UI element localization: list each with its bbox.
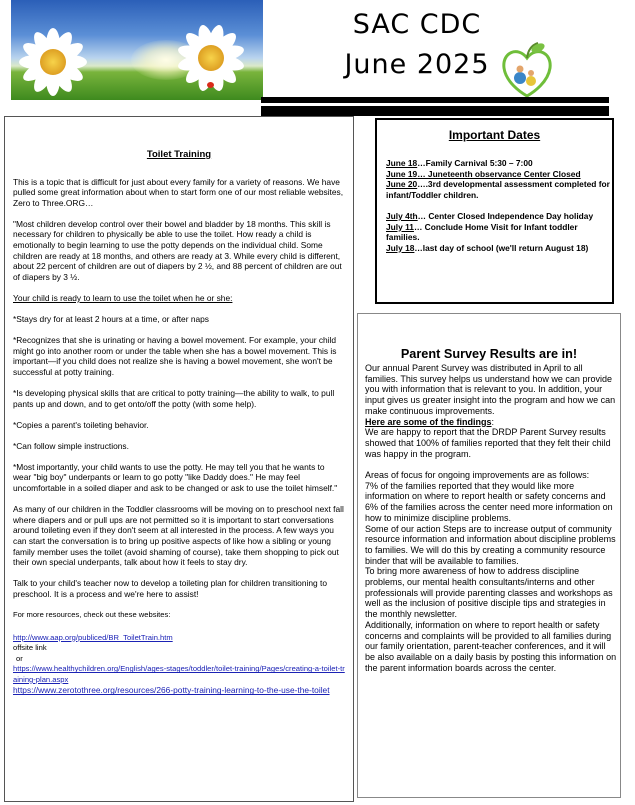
date-label: June 19 (386, 168, 418, 179)
date-text: … Center Closed Independence Day holiday (417, 211, 594, 221)
title-org: SAC CDC (352, 9, 482, 40)
date-item (386, 211, 611, 222)
date-text: …last day of school (we'll return August 18) (414, 242, 589, 253)
sign-item: *Stays dry for at least 2 hours at a time, or after naps (13, 314, 209, 325)
important-dates-list (386, 158, 611, 253)
date-text: ….3rd developmental assessment completed for infant/Toddler children. (386, 179, 610, 200)
sign-item: *Recognizes that she is urinating or having a bowel movement. For example, your child might go into another room or under the table when she has a bowel movement. This is important—if you child does not realize she is having a bowel movement, she won't be successful at potty training. (13, 335, 337, 377)
zerotothree-link[interactable]: https://www.zerotothree.org/resources/266-potty-training-learning-to-the-use-the-toilet (13, 685, 330, 696)
or-label: or (16, 653, 23, 663)
resources-label: For more resources, check out these websites: (13, 609, 171, 619)
date-item (386, 169, 611, 180)
date-item (386, 222, 611, 243)
sign-item: *Most importantly, your child wants to use the potty. He may tell you that he wants to wear "big boy" underpants or learn to go potty "like Daddy does." He may feel uncomfortable in a soiled diaper and ask to be changed or ask to use the toilet himself." (13, 461, 338, 494)
date-label: June 20 (386, 179, 418, 189)
findings-heading: Here are some of the findings: (365, 416, 495, 427)
date-text: …Family Carnival 5:30 – 7:00 (417, 158, 533, 168)
report-concerns: Additionally, information on where to report health or safety concerns and complaints will be provided to all families during our family orientation, parent-teacher conferences, and it will be also available on a daily basis by posting this information on the parent information boards across the center. (365, 619, 617, 673)
toilet-training-article (13, 150, 345, 696)
intro-paragraph: This is a topic that is difficult for just about every family for a variety of reasons. We have pulled some great information about when to start form one of our most reliable websites, Zero to Three.ORG… (13, 176, 344, 208)
offsite-label: offsite link (13, 643, 47, 653)
important-dates-title: Important Dates (448, 128, 541, 142)
survey-results: We are happy to report that the DRDP Parent Survey results showed that 100% of families reported that they felt their child was happy in the program. (365, 427, 611, 459)
healthychildren-link[interactable]: https://www.healthychildren.org/English/ages-stages/toddler/toilet-training/Pages/creating-a-toilet-training-plan.aspx (13, 664, 345, 684)
date-text: … Juneteenth observance Center Closed (417, 168, 581, 179)
date-label: June 18 (386, 158, 418, 168)
header-rule-stripe (261, 103, 609, 106)
date-label: July 4th (386, 211, 418, 221)
discipline-awareness: To bring more awareness of how to address discipline problems, our mental health consultants/interns and other professionals will provide parenting classes and workshops as well as the inclusion of positive disciple tips and strategies in the monthly newsletter. (365, 566, 613, 620)
talk-paragraph: Talk to your child's teacher now to develop a toileting plan for children transitioning to preschool. It is a process and we're here to assist! (13, 578, 327, 599)
apple-heart-logo-icon (500, 40, 554, 98)
date-label: July 11 (386, 221, 414, 232)
aap-link[interactable]: http://www.aap.org/publiced/BR_ToiletTrain.htm (13, 632, 173, 642)
date-label: July 18 (386, 242, 415, 253)
findings-heading-text: Here are some of the findings (365, 416, 492, 427)
header-photo (11, 0, 263, 100)
action-steps: Some of our action Steps are to increase output of community resource information and information about discipline problems to families. We will do this by creating a community resource binder that will be available to families. (365, 523, 616, 566)
date-item (386, 179, 611, 200)
focus-areas-intro: Areas of focus for ongoing improvements are as follows: (365, 470, 590, 481)
survey-intro: Our annual Parent Survey was distributed in April to all families. This survey helps us understand how we can provide you with information that is relevant to you. In addition, your input gives us greater insight into the program and how we can make continuous improvements. (365, 363, 616, 416)
title-date: June 2025 (344, 49, 490, 80)
header-rule (261, 97, 609, 116)
parent-survey-title: Parent Survey Results are in! (400, 347, 578, 361)
date-item (386, 243, 611, 254)
newsletter-title (318, 5, 516, 85)
ladybug-icon (207, 82, 214, 88)
quote-paragraph: "Most children develop control over their bowel and bladder by 18 months. This skill is necessary for children to physically be able to use the toilet. How ready a child is emotionally to begin learning to use the potty depends on the individual child. Some children are ready at 18 months, and others are ready at 3. While every child is different, about 22 percent of children are out of diapers by 2 ½, and 88 percent of children are out of diapers by 3 ½. (13, 218, 342, 282)
toddler-paragraph: As many of our children in the Toddler classrooms will be moving on to preschool next fall where diapers and or pull ups are not permitted so it is important to start conversations around toileting even if they don't seem at all interested in the process. A few ways you can start the conversation is to bring up positive aspects of like how a sibling or young family member uses the toilet (avoid shaming of course), take them shopping to pick out their own special underpants, talk about how it feels to stay dry. (13, 504, 344, 568)
sign-item: *Copies a parent's toileting behavior. (13, 419, 149, 430)
toilet-training-title: Toilet Training (146, 149, 212, 160)
sign-item: *Is developing physical skills that are critical to potty training—the ability to walk, to pull pants up and down, and to get onto/off the potty (with some help). (13, 388, 335, 409)
focus-areas-stats: 7% of the families reported that they would like more information on where to report health or safety concerns and 6% of the families across the center need more information on how to minimize discipline problems. (365, 480, 613, 523)
ready-heading: Your child is ready to learn to use the toilet when he or she: (13, 292, 233, 303)
parent-survey-article (365, 363, 617, 673)
date-item (386, 158, 611, 169)
date-text: … Conclude Home Visit for Infant toddler families. (386, 221, 578, 242)
sign-item: *Can follow simple instructions. (13, 440, 129, 451)
